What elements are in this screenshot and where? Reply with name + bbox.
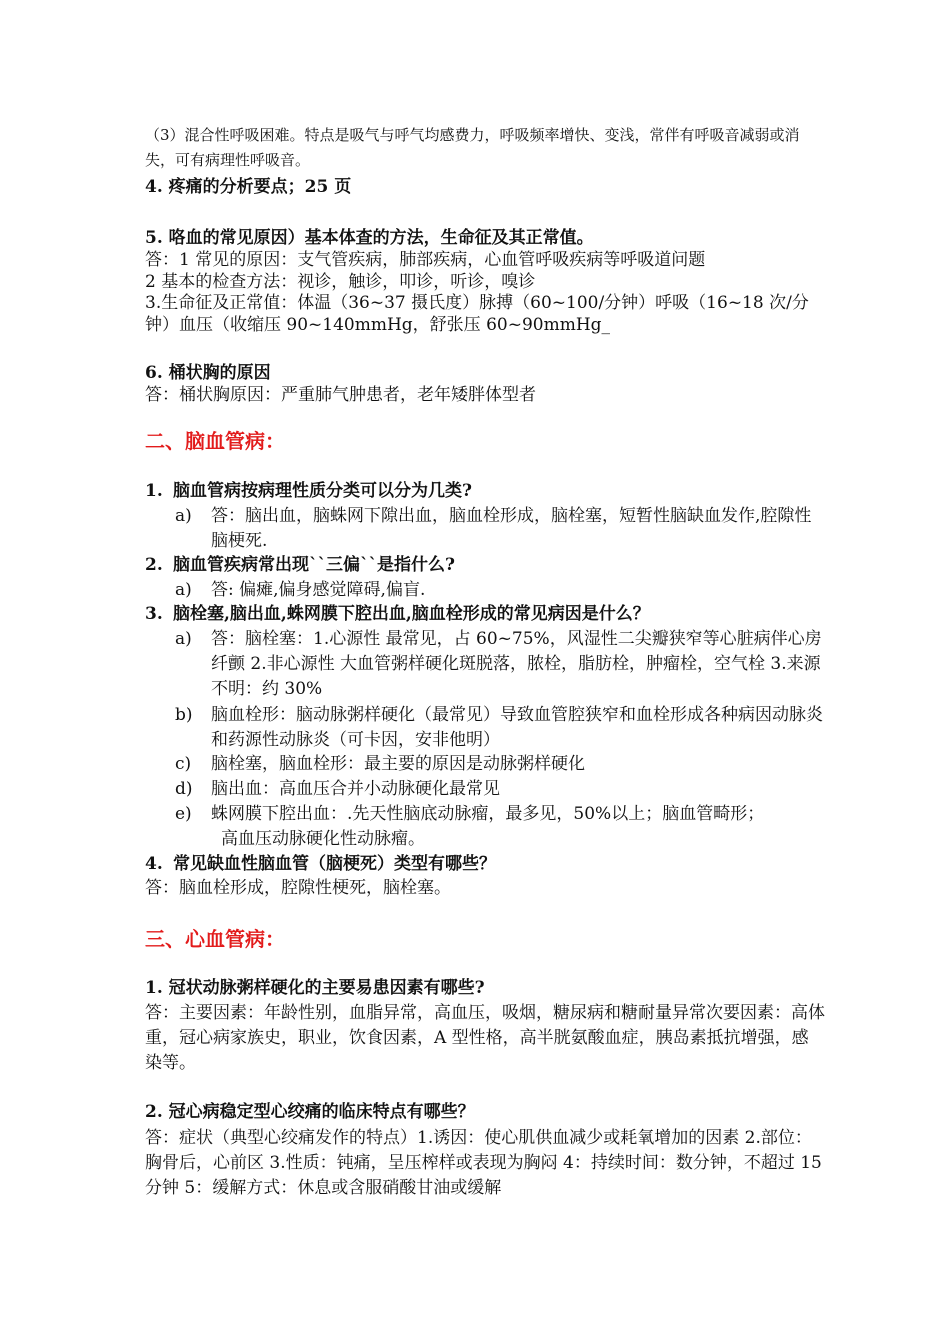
list-text: 高血压动脉硬化性动脉瘤。 bbox=[221, 829, 425, 849]
list-label: c) bbox=[175, 754, 192, 774]
s2-q1-number: 1. bbox=[145, 481, 163, 501]
s3-question-2: 2. 冠心病稳定型心绞痛的临床特点有哪些？ bbox=[145, 1102, 475, 1122]
s2-q2-answer bbox=[175, 578, 825, 603]
s2-q3-text: 脑栓塞,脑出血,蛛网膜下腔出血,脑血栓形成的常见病因是什么？ bbox=[173, 604, 650, 624]
question-4-pain: 4. 疼痛的分析要点；25 页 bbox=[145, 177, 352, 197]
s2-q3-item-a bbox=[175, 627, 825, 702]
list-text: 脑出血：高血压合并小动脉硬化最常见 bbox=[211, 779, 500, 799]
list-text: 答: 偏瘫,偏身感觉障碍,偏盲. bbox=[211, 580, 426, 600]
list-label: e) bbox=[175, 804, 192, 824]
s2-question-2 bbox=[145, 554, 825, 576]
question-5-hemoptysis: 5. 咯血的常见原因）基本体查的方法，生命征及其正常值。 bbox=[145, 228, 594, 248]
s3-answer-2: 答：症状（典型心绞痛发作的特点）1.诱因：使心肌供血减少或耗氧增加的因素 2.部位：胸骨后，心前区 3.性质：钝痛，呈压榨样或表现为胸闷 4：持续时间：数分钟，不超过 15 分钟 5：缓解方式：休息或含服硝酸甘油或缓解 bbox=[145, 1128, 822, 1198]
list-label: a) bbox=[175, 506, 192, 526]
s2-q1-answer bbox=[175, 504, 825, 554]
s3-question-1: 1. 冠状动脉粥样硬化的主要易患因素有哪些? bbox=[145, 978, 485, 998]
s2-q4-text: 常见缺血性脑血管（脑梗死）类型有哪些？ bbox=[173, 854, 496, 874]
s2-q4-number: 4. bbox=[145, 854, 163, 874]
question-6-barrel-chest: 6. 桶状胸的原因 bbox=[145, 363, 271, 383]
s2-q3-item-e-cont bbox=[175, 827, 825, 852]
list-text: 答：脑栓塞：1.心源性 最常见，占 60~75%，风湿性二尖瓣狭窄等心脏病伴心房纤颤 2.非心源性 大血管粥样硬化斑脱落，脓栓，脂肪栓，肿瘤栓，空气栓 3.来源不明：约 30% bbox=[211, 629, 822, 699]
list-label: a) bbox=[175, 629, 192, 649]
s2-q3-item-e bbox=[175, 802, 825, 827]
list-label: b) bbox=[175, 705, 193, 725]
s2-answer-4: 答：脑血栓形成，腔隙性梗死，脑栓塞。 bbox=[145, 878, 451, 898]
s2-q1-text: 脑血管病按病理性质分类可以分为几类? bbox=[173, 481, 472, 501]
s2-q2-text: 脑血管疾病常出现``三偏``是指什么? bbox=[173, 555, 455, 575]
list-text: 脑栓塞，脑血栓形：最主要的原因是动脉粥样硬化 bbox=[211, 754, 585, 774]
s3-answer-1: 答：主要因素：年龄性别，血脂异常，高血压，吸烟，糖尿病和糖耐量异常次要因素：高体重，冠心病家族史，职业，饮食因素，A 型性格，高半胱氨酸血症，胰岛素抵抗增强，感染等。 bbox=[145, 1003, 825, 1073]
answer-5-line-3: 3.生命征及正常值：体温（36~37 摄氏度）脉搏（60~100/分钟）呼吸（16~18 次/分钟）血压（收缩压 90~140mmHg，舒张压 60~90mmHg_ bbox=[145, 293, 809, 335]
list-text: 蛛网膜下腔出血：.先天性脑底动脉瘤，最多见，50%以上；脑血管畸形； bbox=[211, 804, 765, 824]
s2-q3-item-c bbox=[175, 752, 825, 777]
section-heading-cerebrovascular: 二、脑血管病： bbox=[145, 429, 285, 453]
list-label: d) bbox=[175, 779, 193, 799]
s2-question-3 bbox=[145, 603, 825, 625]
s2-question-4 bbox=[145, 853, 825, 875]
s2-q3-number: 3. bbox=[145, 604, 163, 624]
s2-q2-number: 2. bbox=[145, 555, 163, 575]
answer-5-line-1: 答：1 常见的原因：支气管疾病，肺部疾病，心血管呼吸疾病等呼吸道问题 bbox=[145, 250, 706, 270]
s2-question-1 bbox=[145, 480, 825, 502]
answer-6: 答：桶状胸原因：严重肺气肿患者，老年矮胖体型者 bbox=[145, 385, 536, 405]
paragraph-mixed-dyspnea: （3）混合性呼吸困难。特点是吸气与呼气均感费力，呼吸频率增快、变浅，常伴有呼吸音减弱或消失，可有病理性呼吸音。 bbox=[145, 126, 800, 169]
list-label: a) bbox=[175, 580, 192, 600]
list-text: 脑血栓形：脑动脉粥样硬化（最常见）导致血管腔狭窄和血栓形成各种病因动脉炎和药源性动脉炎（可卡因，安非他明） bbox=[211, 705, 823, 750]
s2-q3-item-b bbox=[175, 703, 825, 753]
answer-5-line-2: 2 基本的检查方法：视诊，触诊，叩诊，听诊，嗅诊 bbox=[145, 272, 536, 292]
section-heading-cardiovascular: 三、心血管病： bbox=[145, 927, 285, 951]
list-text: 答：脑出血，脑蛛网下隙出血，脑血栓形成，脑栓塞，短暂性脑缺血发作,腔隙性脑梗死. bbox=[211, 506, 812, 551]
s2-q3-item-d bbox=[175, 777, 825, 802]
